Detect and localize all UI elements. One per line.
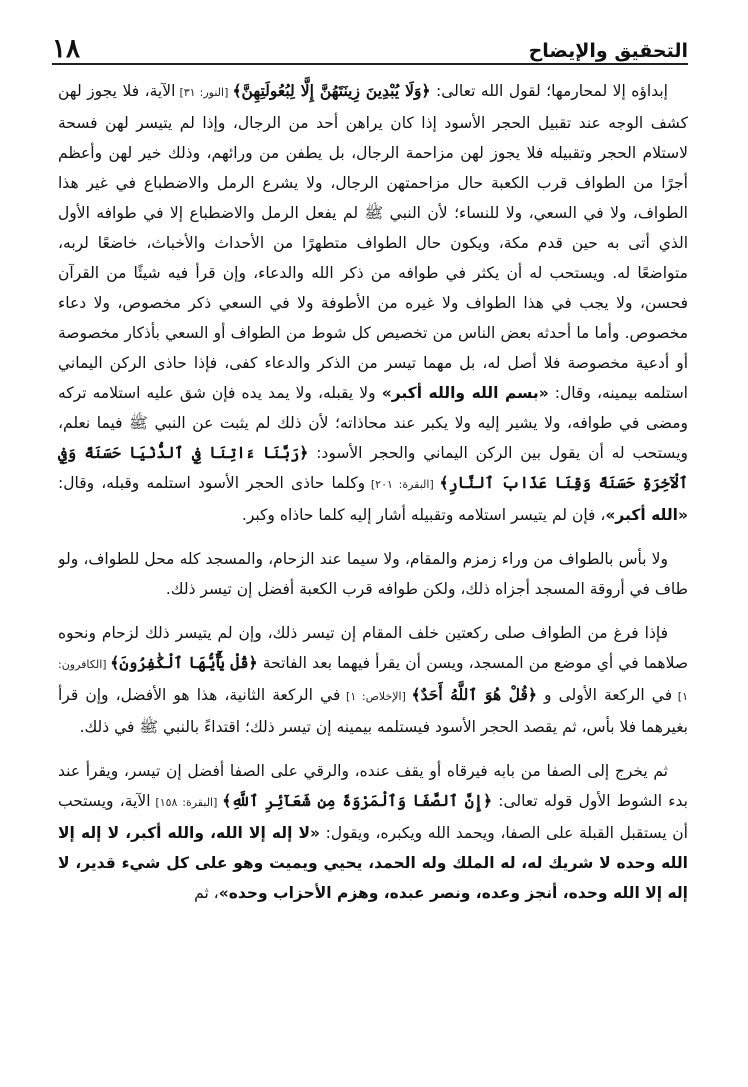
- supplication-text: «لا إله إلا الله، والله أكبر، لا إله إلا الله وحده لا شريك له، له الملك وله الحمد، يحيي ويميت وهو على كل شيء قدير، لا إله إلا الله وحده، أنجز وعده، ونصر عبده، وهزم الأحزاب وحده»: [58, 824, 688, 902]
- quran-verse: ﴿قُلْ هُوَ ٱللَّهُ أَحَدٌ﴾: [411, 685, 537, 704]
- supplication-text: «بسم الله والله أكبر»: [381, 384, 549, 402]
- verse-reference: [البقرة: ٢٠١]: [365, 478, 440, 491]
- text-run: الآية، فلا يجوز لهن كشف الوجه عند تقبيل الحجر الأسود إذا كان يراهن أحد من الرجال، وإذا لم يتيسر لهن فسحة لاستلام الحجر وتقبيله فلا يجوز لهن مزاحمة الرجال، بل يطفن من ورائهم، وذلك خير لهن وأعظم أجرًا من الطواف قرب الكعبة حال مزاحمتهن الرجال، ولا يشرع الرمل والاضطباع في غير هذا الطواف، ولا في السعي، ولا للنساء؛ لأن النبي ﷺ لم يفعل الرمل والاضطباع إلا في طوافه الأول الذي أتى به حين قدم مكة، ويكون حال الطواف متطهرًا من الأحداث والأخباث، خاضعًا لربه، متواضعًا له. ويستحب له أن يكثر في طوافه من ذكر الله والدعاء، وإن قرأ فيه شيئًا من القرآن فحسن، ولا يجب في هذا الطواف ولا غيره من الأطوفة ولا في السعي ذكر مخصوص، ولا دعاء مخصوص. وأما ما أحدثه بعض الناس من تخصيص كل شوط من الطواف أو السعي بأذكار مخصوصة أو أدعية مخصوصة فلا أصل له، بل مهما تيسر من الذكر والدعاء كفى، فإذا حاذى الركن اليماني استلمه بيمينه، وقال:: [58, 82, 688, 402]
- text-run: ثم يخرج إلى الصفا من بابه فيرقاه أو يقف عنده، والرقي على الصفا أفضل إن تيسر، ويقرأ عند بدء الشوط الأول قوله تعالى:: [58, 762, 688, 810]
- paragraph-1: [58, 76, 688, 530]
- text-run: وكلما حاذى الحجر الأسود استلمه وقبله، وقال:: [58, 474, 366, 492]
- quran-verse: ﴿قُلْ يَٰٓأَيُّهَا ٱلْكَٰفِرُونَ﴾: [110, 653, 258, 672]
- text-run: الآية، ويستحب أن يستقبل القبلة على الصفا، ويحمد الله ويكبره، ويقول:: [58, 792, 688, 842]
- text-run: في الركعة الأولى و: [536, 686, 673, 704]
- verse-reference: [الكافرون: ١]: [58, 658, 688, 703]
- text-run: في الركعة الثانية، هذا هو الأفضل، وإن قرأ بغيرهما فلا بأس، ثم يقصد الحجر الأسود فيستلمه بيمينه إن تيسر ذلك؛ اقتداءً بالنبي ﷺ في ذلك.: [58, 686, 688, 736]
- paragraph-3: [58, 618, 688, 742]
- page-body: [58, 76, 688, 1079]
- text-run: فإذا فرغ من الطواف صلى ركعتين خلف المقام إن تيسر ذلك، وإن لم يتيسر ذلك لزحام ونحوه صلاهما في أي موضع من المسجد، ويسن أن يقرأ فيهما بعد الفاتحة: [58, 624, 688, 672]
- quran-verse: ﴿وَلَا يُبْدِينَ زِينَتَهُنَّ إِلَّا لِبُعُولَتِهِنَّ﴾: [232, 81, 431, 100]
- verse-reference: [النور: ٣١]: [175, 86, 233, 99]
- verse-reference: [الإخلاص: ١]: [340, 690, 412, 703]
- supplication-text: «الله أكبر»: [605, 506, 688, 524]
- text-run: ، ثم: [194, 884, 219, 902]
- page-header: [52, 18, 688, 62]
- quran-verse: ﴿إِنَّ ٱلصَّفَا وَٱلْمَرْوَةَ مِن شَعَآئِرِ ٱللَّهِ﴾: [222, 791, 493, 810]
- paragraph-4: [58, 756, 688, 908]
- text-run: ، فإن لم يتيسر استلامه وتقبيله أشار إليه كلما حاذاه وكبر.: [241, 506, 606, 524]
- page-number: ١٨: [52, 34, 80, 64]
- text-run: ولا بأس بالطواف من وراء زمزم والمقام، ولا سيما عند الزحام، والمسجد كله محل للطواف، ولو طاف في أروقة المسجد أجزاه ذلك، ولكن طوافه قرب الكعبة أفضل إن تيسر ذلك.: [58, 550, 688, 598]
- text-run: إبداؤه إلا لمحارمها؛ لقول الله تعالى:: [430, 82, 668, 100]
- text-run: ولا يقبله، ولا يمد يده فإن شق عليه استلامه تركه ومضى في طوافه، ولا يشير إليه ولا يكبر عند محاذاته؛ لأن ذلك لم يثبت عن النبي ﷺ فيما نعلم، ويستحب له أن يقول بين الركن اليماني والحجر الأسود:: [58, 384, 688, 462]
- paragraph-2: [58, 544, 688, 604]
- verse-reference: [البقرة: ١٥٨]: [150, 796, 223, 809]
- quran-verse: ﴿رَبَّنَا ءَاتِنَا فِي ٱلدُّنْيَا حَسَنَةً وَفِي ٱلْآخِرَةِ حَسَنَةً وَقِنَا عَذَابَ ٱلنَّارِ﴾: [58, 443, 688, 492]
- header-rule: [52, 63, 688, 65]
- running-title: التحقيق والإيضاح: [528, 40, 688, 62]
